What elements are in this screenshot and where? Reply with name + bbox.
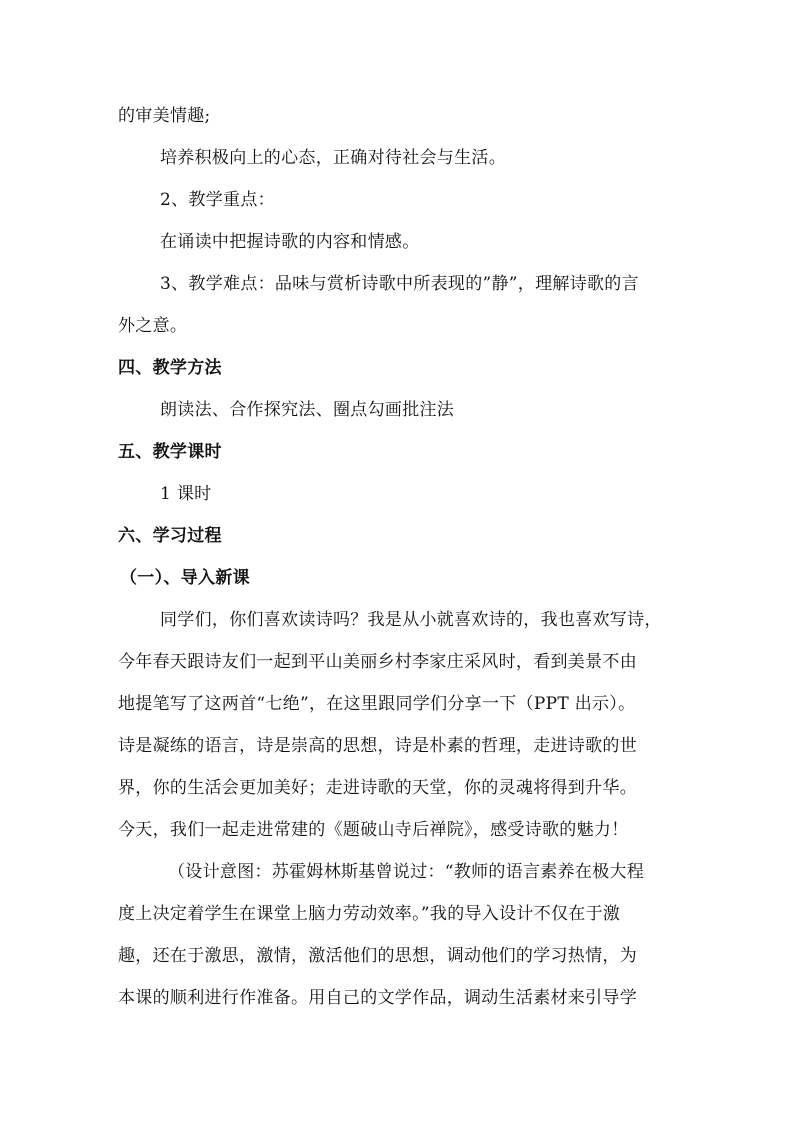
paragraph-line: 界，你的生活会更加美好；走进诗歌的天堂，你的灵魂将得到升华。 <box>118 778 637 798</box>
paragraph-line: （设计意图：苏霍姆林斯基曾说过：“教师的语言素养在极大程 <box>168 862 645 882</box>
paragraph-line: 同学们，你们喜欢读诗吗？我是从小就喜欢诗的，我也喜欢写诗， <box>160 610 662 630</box>
section-heading: 六、学习过程 <box>118 526 222 546</box>
paragraph-line: 诗是凝练的语言，诗是崇高的思想，诗是朴素的哲理，走进诗歌的世 <box>118 736 637 756</box>
paragraph-line: 朗读法、合作探究法、圈点勾画批注法 <box>160 400 455 420</box>
paragraph-line: 1 课时 <box>160 484 212 504</box>
paragraph-line: 本课的顺利进行作准备。用自己的文学作品，调动生活素材来引导学 <box>118 988 637 1008</box>
paragraph-line: 的审美情趣; <box>118 106 211 126</box>
paragraph-line: 在诵读中把握诗歌的内容和情感。 <box>160 232 420 252</box>
subsection-heading: （一）、导入新课 <box>120 568 250 588</box>
list-item-heading: 3、教学难点：品味与赏析诗歌中所表现的”静”，理解诗歌的言 <box>160 274 639 294</box>
paragraph-line: 外之意。 <box>118 316 188 336</box>
paragraph-line: 趣，还在于激思，激情，激活他们的思想，调动他们的学习热情，为 <box>118 946 637 966</box>
section-heading: 四、教学方法 <box>118 358 222 378</box>
paragraph-line: 今年春天跟诗友们一起到平山美丽乡村李家庄采风时，看到美景不由 <box>118 652 637 672</box>
list-item-heading: 2、教学重点： <box>160 190 275 210</box>
paragraph-line: 今天，我们一起走进常建的《题破山寺后禅院》，感受诗歌的魅力！ <box>118 820 629 840</box>
paragraph-line: 地提笔写了这两首“七绝”，在这里跟同学们分享一下（PPT 出示）。 <box>118 694 636 714</box>
section-heading: 五、教学课时 <box>118 442 222 462</box>
paragraph-line: 度上决定着学生在课堂上脑力劳动效率。”我的导入设计不仅在于激 <box>118 904 621 924</box>
paragraph-line: 培养积极向上的心态，正确对待社会与生活。 <box>160 148 506 168</box>
